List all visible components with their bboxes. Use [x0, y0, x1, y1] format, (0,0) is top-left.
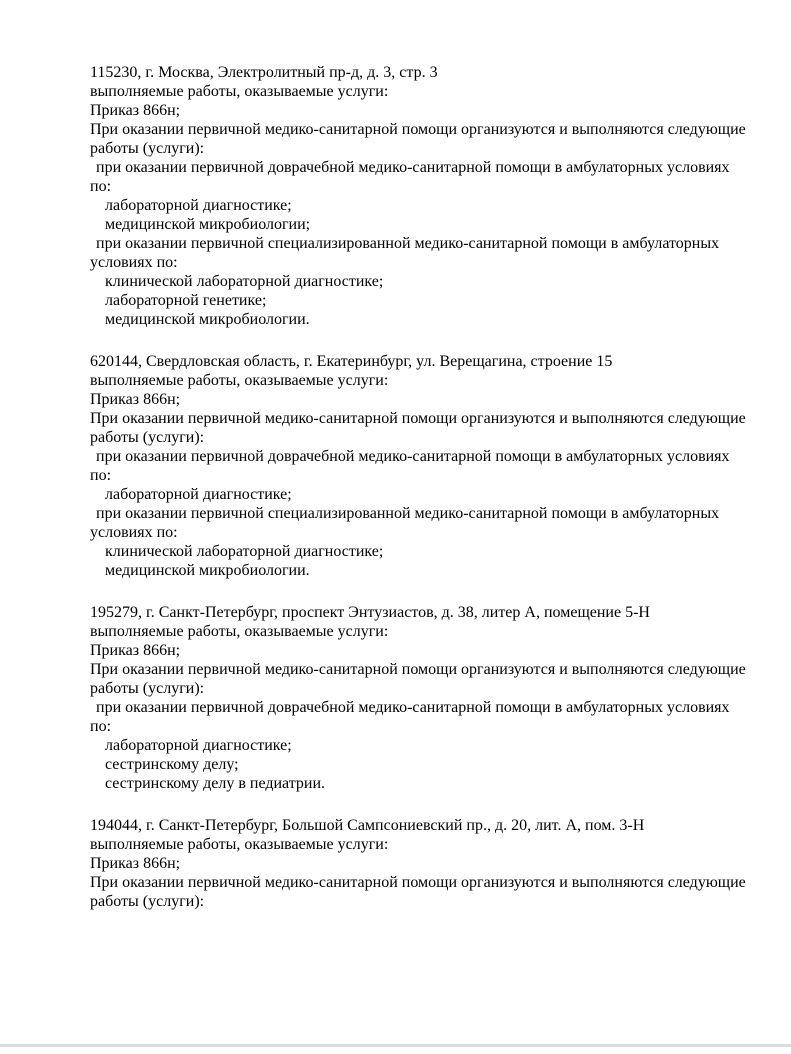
service-text-line: Приказ 866н;	[90, 642, 181, 659]
service-text-line: выполняемые работы, оказываемые услуги:	[90, 372, 389, 389]
service-text-line: по:	[90, 467, 112, 484]
service-text-line: Приказ 866н;	[90, 102, 181, 119]
service-text-line: при оказании первичной доврачебной медико-санитарной помощи в амбулаторных условиях	[96, 159, 730, 176]
service-text-line: медицинской микробиологии;	[105, 216, 311, 233]
service-text-line: условиях по:	[90, 254, 178, 271]
address-line: 194044, г. Санкт-Петербург, Большой Сампсониевский пр., д. 20, лит. А, пом. 3-Н	[90, 817, 645, 834]
service-text-line: лабораторной диагностике;	[105, 486, 292, 503]
service-text-line: При оказании первичной медико-санитарной помощи организуются и выполняются следующие	[90, 121, 746, 138]
service-text-line: При оказании первичной медико-санитарной помощи организуются и выполняются следующие	[90, 661, 746, 678]
service-text-line: условиях по:	[90, 524, 178, 541]
service-text-line: выполняемые работы, оказываемые услуги:	[90, 836, 389, 853]
service-text-line: клинической лабораторной диагностике;	[105, 543, 384, 560]
service-text-line: сестринскому делу;	[105, 756, 239, 773]
service-text-line: при оказании первичной доврачебной медико-санитарной помощи в амбулаторных условиях	[96, 699, 730, 716]
service-text-line: по:	[90, 178, 112, 195]
service-text-line: работы (услуги):	[90, 680, 205, 697]
license-address-block	[90, 63, 770, 329]
service-text-line: по:	[90, 718, 112, 735]
address-line: 620144, Свердловская область, г. Екатеринбург, ул. Верещагина, строение 15	[90, 353, 613, 370]
service-text-line: медицинской микробиологии.	[105, 311, 310, 328]
service-text-line: медицинской микробиологии.	[105, 562, 310, 579]
service-text-line: выполняемые работы, оказываемые услуги:	[90, 623, 389, 640]
service-text-line: при оказании первичной специализированной медико-санитарной помощи в амбулаторных	[96, 235, 720, 252]
bottom-divider	[0, 1044, 791, 1047]
service-text-line: при оказании первичной специализированной медико-санитарной помощи в амбулаторных	[96, 505, 720, 522]
service-text-line: сестринскому делу в педиатрии.	[105, 775, 326, 792]
service-text-line: при оказании первичной доврачебной медико-санитарной помощи в амбулаторных условиях	[96, 448, 730, 465]
service-text-line: При оказании первичной медико-санитарной помощи организуются и выполняются следующие	[90, 410, 746, 427]
service-text-line: работы (услуги):	[90, 429, 205, 446]
license-address-block	[90, 816, 770, 911]
service-text-line: клинической лабораторной диагностике;	[105, 273, 384, 290]
service-text-line: лабораторной диагностике;	[105, 197, 292, 214]
service-text-line: работы (услуги):	[90, 893, 205, 910]
service-text-line: Приказ 866н;	[90, 855, 181, 872]
license-address-block	[90, 603, 770, 793]
service-text-line: Приказ 866н;	[90, 391, 181, 408]
license-address-block	[90, 352, 770, 580]
service-text-line: лабораторной диагностике;	[105, 737, 292, 754]
address-line: 115230, г. Москва, Электролитный пр-д, д. 3, стр. 3	[90, 64, 438, 81]
service-text-line: работы (услуги):	[90, 140, 205, 157]
address-line: 195279, г. Санкт-Петербург, проспект Энтузиастов, д. 38, литер А, помещение 5-Н	[90, 604, 650, 621]
service-text-line: выполняемые работы, оказываемые услуги:	[90, 83, 389, 100]
service-text-line: лабораторной генетике;	[105, 292, 267, 309]
license-document	[90, 63, 770, 911]
service-text-line: При оказании первичной медико-санитарной помощи организуются и выполняются следующие	[90, 874, 746, 891]
